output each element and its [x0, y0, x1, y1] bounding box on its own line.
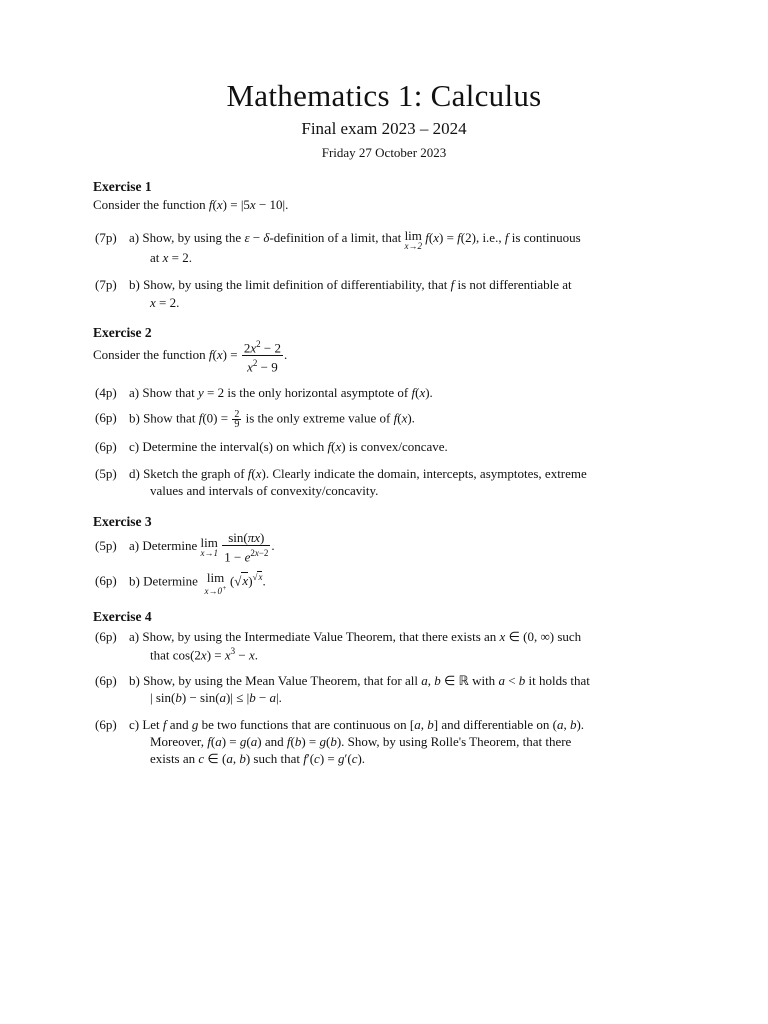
points-label: (7p) — [95, 277, 117, 292]
exercise-3a: (5p) a) Determine lim x→1 $\frac{\sin(\pi x)}{1 - e^{2x-2}}$ . — [95, 530, 275, 565]
exercise-3-heading: Exercise 3 — [93, 514, 152, 529]
points-label: (7p) — [95, 230, 117, 245]
points-label: (6p) — [95, 717, 117, 732]
points-label: (5p) — [95, 538, 117, 554]
exercise-1b-line2: x = 2. — [150, 295, 180, 310]
page-title: Mathematics 1: Calculus — [226, 78, 542, 113]
points-label: (6p) — [95, 439, 117, 454]
exercise-4a-line2: that $\cos(2x) = x^3 - x$. — [150, 646, 259, 663]
exercise-1-intro: Consider the function f(x) = |5x − 10|. — [93, 197, 289, 212]
exercise-4b-line1: (6p) b) Show, by using the Mean Value Theorem, that for all a, b ∈ ℝ with a < b it holds that — [95, 673, 590, 688]
points-label: (4p) — [95, 385, 117, 400]
exercise-2b: (6p) b) Show that f(0) = $\frac{2}{9}$ is the only extreme value of f(x). — [95, 409, 415, 430]
exercise-2d-line1: (5p) d) Sketch the graph of f(x). Clearly indicate the domain, intercepts, asymptotes, extreme — [95, 466, 587, 481]
exercise-4-heading: Exercise 4 — [93, 609, 152, 624]
points-label: (6p) — [95, 629, 117, 644]
exercise-3b: (6p) b) Determine lim x→0+ $(√x)^{√x}$. — [95, 570, 266, 596]
exercise-2-heading: Exercise 2 — [93, 325, 152, 340]
exercise-4c-line2: Moreover, f(a) = g(a) and f(b) = g(b). Show, by using Rolle's Theorem, that there — [150, 734, 572, 749]
points-label: (6p) — [95, 573, 117, 589]
exercise-2c: (6p) c) Determine the interval(s) on which f(x) is convex/concave. — [95, 439, 448, 454]
points-label: (6p) — [95, 673, 117, 688]
exam-date: Friday 27 October 2023 — [321, 145, 447, 160]
exercise-4c-line1: (6p) c) Let f and g be two functions that are continuous on [a, b] and differentiable on (a, b). — [95, 717, 585, 732]
exercise-4a-line1: (6p) a) Show, by using the Intermediate Value Theorem, that there exists an x ∈ (0, ∞) such — [95, 629, 582, 644]
exercise-2-intro: Consider the function f(x) = $\frac{2x^2 - 2}{x^2 - 9}$ . — [93, 339, 288, 375]
exercise-2a: (4p) a) Show that y = 2 is the only horizontal asymptote of f(x). — [95, 385, 433, 400]
exercise-4b-line2: | sin(b) − sin(a)| ≤ |b − a|. — [150, 690, 282, 705]
exercise-1-heading: Exercise 1 — [93, 179, 152, 194]
exam-subtitle: Final exam 2023 – 2024 — [301, 119, 467, 138]
exercise-1a-line2: at x = 2. — [150, 250, 193, 265]
points-label: (5p) — [95, 466, 117, 481]
exercise-1b-line1: (7p) b) Show, by using the limit definition of differentiability, that f is not differentiable at — [95, 277, 572, 292]
exercise-4c-line3: exists an c ∈ (a, b) such that f′(c) = g′(c). — [150, 751, 366, 766]
points-label: (6p) — [95, 410, 117, 426]
exercise-2d-line2: values and intervals of convexity/concavity. — [150, 483, 379, 498]
exercise-1a-line1: (7p) a) Show, by using the ε − δ-definition of a limit, that lim x→2 f(x) = f(2), i.e., f is continuous — [95, 228, 581, 251]
